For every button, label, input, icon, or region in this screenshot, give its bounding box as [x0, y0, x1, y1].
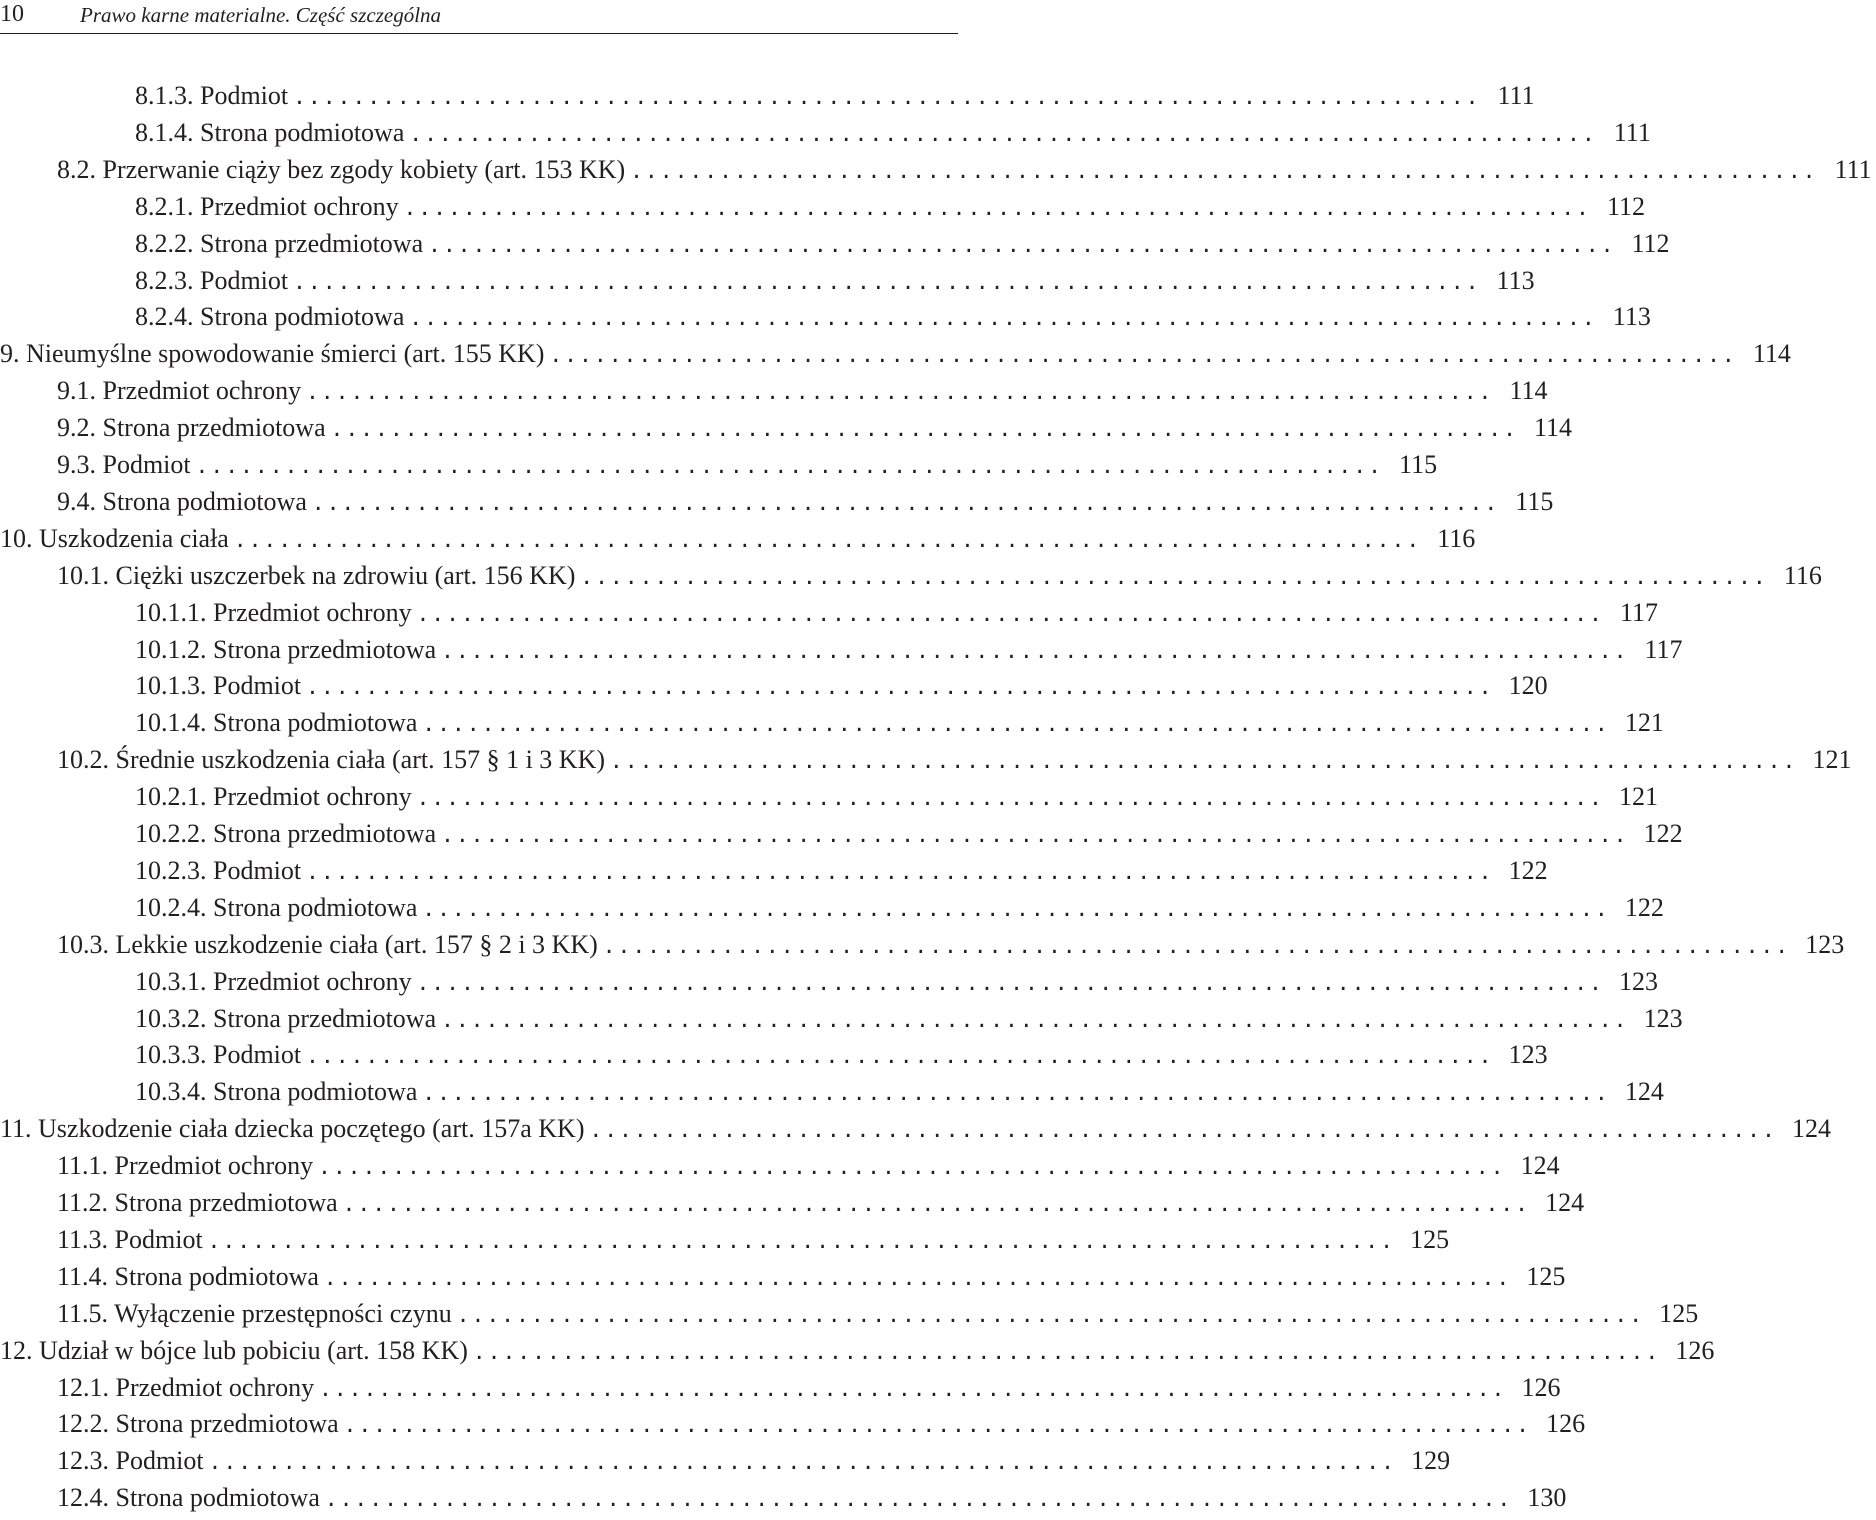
- toc-entry-page: 123: [1805, 929, 1845, 959]
- toc-entry: [57, 1185, 1585, 1221]
- toc-entry-title: 10.3.1. Przedmiot ochrony: [135, 966, 412, 996]
- toc-entry-title: 10.2.3. Podmiot: [135, 855, 302, 885]
- toc-entry-title: 10.2. Średnie uszkodzenia ciała (art. 157 § 1 i 3 KK): [57, 745, 606, 775]
- toc-entry: [135, 1074, 1664, 1110]
- toc-entry: [135, 816, 1683, 852]
- toc-entry-page: 115: [1515, 486, 1554, 516]
- toc-entry-title: 10. Uszkodzenia ciała: [0, 523, 229, 553]
- toc-dot-leader: ................................................................................: [293, 269, 1481, 294]
- toc-entry: [135, 1037, 1548, 1073]
- toc-entry-page: 113: [1612, 302, 1651, 332]
- toc-dot-leader: ................................................................................: [306, 859, 1494, 884]
- toc-entry: [57, 410, 1573, 446]
- toc-dot-leader: ................................................................................: [422, 896, 1610, 921]
- toc-dot-leader: ................................................................................: [441, 1007, 1629, 1032]
- toc-entry: [57, 373, 1548, 409]
- toc-dot-leader: ................................................................................: [441, 638, 1629, 663]
- toc-entry: [57, 484, 1554, 520]
- toc-entry: [57, 742, 1852, 778]
- toc-dot-leader: ................................................................................: [409, 306, 1597, 331]
- toc-dot-leader: ................................................................................: [208, 1450, 1397, 1475]
- toc-entry-title: 10.2.2. Strona przedmiotowa: [135, 819, 437, 848]
- toc-entry: [135, 668, 1548, 704]
- toc-entry-title: 8.2.3. Podmiot: [135, 265, 289, 295]
- toc-entry-page: 130: [1527, 1483, 1567, 1513]
- toc-entry: [135, 632, 1683, 668]
- toc-entry-title: 12.1. Przedmiot ochrony: [57, 1372, 315, 1402]
- toc-entry-title: 11.4. Strona podmiotowa: [57, 1261, 319, 1291]
- toc-entry: [57, 1370, 1561, 1406]
- toc-entry-title: 10.1.3. Podmiot: [135, 671, 302, 701]
- toc-entry: [57, 558, 1822, 594]
- toc-entry-title: 9. Nieumyślne spowodowanie śmierci (art. 155 KK): [0, 339, 545, 369]
- toc-dot-leader: ................................................................................: [233, 527, 1422, 552]
- toc-entry-page: 125: [1526, 1261, 1566, 1291]
- toc-entry: [135, 226, 1670, 262]
- toc-entry: [0, 521, 1476, 557]
- toc-dot-leader: ................................................................................: [416, 970, 1605, 995]
- toc-entry-title: 11.2. Strona przedmiotowa: [57, 1188, 338, 1217]
- toc-entry: [135, 115, 1651, 151]
- toc-entry-page: 112: [1606, 191, 1646, 221]
- toc-entry-title: 12.3. Podmiot: [57, 1446, 204, 1476]
- toc-entry-page: 124: [1624, 1077, 1664, 1107]
- toc-entry: [0, 336, 1791, 372]
- toc-entry-page: 122: [1624, 892, 1664, 922]
- toc-entry: [135, 189, 1646, 225]
- toc-entry-page: 122: [1643, 819, 1683, 848]
- toc-dot-leader: ................................................................................: [610, 749, 1798, 774]
- toc-entry-page: 121: [1812, 745, 1852, 775]
- toc-entry-title: 10.3.2. Strona przedmiotowa: [135, 1003, 437, 1033]
- toc-entry-page: 123: [1619, 966, 1659, 996]
- toc-entry-title: 10.3.3. Podmiot: [135, 1040, 302, 1070]
- toc-entry-page: 121: [1619, 782, 1659, 812]
- toc-entry-title: 11.5. Wyłączenie przestępności czynu: [57, 1298, 452, 1328]
- toc-entry-page: 120: [1508, 671, 1548, 701]
- toc-entry-title: 11.3. Podmiot: [57, 1224, 203, 1254]
- toc-dot-leader: ................................................................................: [195, 454, 1384, 478]
- toc-entry-page: 123: [1643, 1003, 1683, 1033]
- toc-entry-page: 121: [1624, 708, 1664, 738]
- toc-entry: [57, 447, 1438, 483]
- toc-entry-page: 114: [1752, 339, 1791, 369]
- toc-entry-title: 8.2.4. Strona podmiotowa: [135, 302, 405, 332]
- toc-entry-page: 116: [1783, 560, 1822, 590]
- toc-dot-leader: ................................................................................: [416, 786, 1605, 811]
- toc-entry-page: 113: [1496, 265, 1535, 295]
- toc-entry-title: 9.3. Podmiot: [57, 450, 191, 479]
- toc-entry-page: 125: [1659, 1298, 1699, 1328]
- toc-entry: [57, 1296, 1699, 1332]
- toc-dot-leader: ................................................................................: [324, 1487, 1513, 1512]
- toc-dot-leader: ................................................................................: [342, 1192, 1531, 1216]
- toc-dot-leader: ................................................................................: [319, 1376, 1507, 1401]
- toc-entry-title: 8.2.2. Strona przedmiotowa: [135, 228, 424, 258]
- toc-entry: [57, 1406, 1586, 1442]
- toc-entry-title: 8.1.3. Podmiot: [135, 81, 289, 110]
- toc-dot-leader: ................................................................................: [441, 823, 1629, 847]
- toc-entry: [0, 1333, 1715, 1369]
- toc-dot-leader: ................................................................................: [207, 1228, 1396, 1253]
- toc-entry: [135, 779, 1659, 815]
- toc-entry-title: 10.3. Lekkie uszkodzenie ciała (art. 157 § 2 i 3 KK): [57, 929, 598, 959]
- toc-entry: [57, 1259, 1566, 1295]
- toc-entry-title: 12. Udział w bójce lub pobiciu (art. 158 KK): [0, 1335, 468, 1365]
- toc-entry: [135, 890, 1664, 926]
- toc-dot-leader: ................................................................................: [306, 1044, 1494, 1069]
- toc-entry-page: 126: [1546, 1409, 1586, 1439]
- toc-dot-leader: ................................................................................: [580, 564, 1768, 589]
- toc-entry-title: 8.2.1. Przedmiot ochrony: [135, 191, 399, 221]
- toc-dot-leader: ................................................................................: [589, 1118, 1777, 1143]
- toc-entry-page: 117: [1619, 597, 1659, 627]
- running-header: [0, 0, 958, 34]
- toc-entry-title: 10.1. Ciężki uszczerbek na zdrowiu (art. 156 KK): [57, 560, 576, 590]
- toc-entry-title: 11.1. Przedmiot ochrony: [57, 1151, 314, 1181]
- running-title: Prawo karne materialne. Część szczególna: [80, 3, 442, 27]
- toc-entry-page: 124: [1520, 1151, 1560, 1181]
- toc-dot-leader: ................................................................................: [293, 85, 1481, 109]
- toc-entry-title: 12.4. Strona podmiotowa: [57, 1483, 320, 1513]
- toc-entry-page: 116: [1437, 523, 1476, 553]
- toc-entry-page: 114: [1509, 376, 1548, 406]
- toc-entry-title: 12.2. Strona przedmiotowa: [57, 1409, 339, 1439]
- toc-dot-leader: ................................................................................: [409, 121, 1597, 146]
- toc-entry-title: 8.1.4. Strona podmiotowa: [135, 117, 405, 147]
- toc-entry-title: 11. Uszkodzenie ciała dziecka poczętego (art. 157a KK): [0, 1114, 585, 1144]
- toc-entry-page: 114: [1534, 413, 1573, 443]
- toc-entry: [135, 263, 1535, 299]
- toc-entry-page: 111: [1497, 81, 1535, 110]
- toc-entry-page: 126: [1675, 1335, 1715, 1365]
- toc-dot-leader: ................................................................................: [330, 417, 1519, 442]
- toc-entry-page: 124: [1791, 1114, 1831, 1144]
- toc-entry-title: 8.2. Przerwanie ciąży bez zgody kobiety (art. 153 KK): [57, 154, 626, 184]
- toc-entry-page: 123: [1508, 1040, 1548, 1070]
- toc-entry: [0, 1111, 1831, 1147]
- toc-entry: [135, 299, 1651, 335]
- toc-entry-title: 10.1.2. Strona przedmiotowa: [135, 634, 437, 664]
- toc-entry-title: 10.3.4. Strona podmiotowa: [135, 1077, 418, 1107]
- toc-entry: [57, 152, 1872, 188]
- toc-entry-page: 117: [1644, 634, 1683, 664]
- toc-entry: [57, 1148, 1560, 1184]
- toc-dot-leader: ................................................................................: [602, 933, 1791, 958]
- toc-dot-leader: ................................................................................: [416, 601, 1605, 626]
- toc-dot-leader: ................................................................................: [323, 1265, 1512, 1290]
- toc-dot-leader: ................................................................................: [456, 1302, 1645, 1327]
- toc-dot-leader: ................................................................................: [306, 675, 1494, 700]
- toc-entry-page: 122: [1508, 855, 1548, 885]
- toc-entry: [135, 964, 1659, 1000]
- toc-entry-page: 126: [1521, 1372, 1561, 1402]
- toc-dot-leader: ................................................................................: [318, 1155, 1506, 1180]
- toc-entry-title: 10.1.1. Przedmiot ochrony: [135, 597, 412, 627]
- toc-dot-leader: ................................................................................: [343, 1413, 1532, 1438]
- toc-dot-leader: ................................................................................: [630, 158, 1818, 183]
- toc-entry: [57, 927, 1845, 963]
- toc-entry-title: 9.4. Strona podmiotowa: [57, 486, 307, 516]
- toc-entry: [57, 1222, 1450, 1258]
- toc-entry-page: 111: [1834, 154, 1872, 184]
- toc-dot-leader: ................................................................................: [422, 712, 1610, 737]
- toc-entry-page: 111: [1613, 117, 1651, 147]
- toc-dot-leader: ................................................................................: [306, 380, 1494, 405]
- toc-entry-page: 129: [1411, 1446, 1451, 1476]
- toc-entry-page: 115: [1399, 450, 1438, 479]
- page-number: 10: [0, 1, 24, 27]
- toc-entry: [135, 853, 1548, 889]
- toc-entry-page: 112: [1631, 228, 1670, 258]
- toc-dot-leader: ................................................................................: [428, 232, 1616, 257]
- toc-entry: [135, 78, 1535, 114]
- toc-entry-title: 9.2. Strona przedmiotowa: [57, 413, 326, 443]
- toc-entry-title: 10.1.4. Strona podmiotowa: [135, 708, 418, 738]
- toc-entry-title: 9.1. Przedmiot ochrony: [57, 376, 302, 406]
- toc-entry-page: 125: [1410, 1224, 1450, 1254]
- toc-entry-title: 10.2.1. Przedmiot ochrony: [135, 782, 412, 812]
- toc-dot-leader: ................................................................................: [549, 343, 1737, 368]
- toc-entry: [135, 595, 1659, 631]
- toc-entry: [135, 1001, 1683, 1037]
- toc-entry-page: 124: [1545, 1188, 1585, 1217]
- toc-entry: [57, 1480, 1567, 1516]
- toc-dot-leader: ................................................................................: [311, 490, 1500, 515]
- toc-entry: [135, 705, 1664, 741]
- toc-entry: [57, 1443, 1451, 1479]
- toc-dot-leader: ................................................................................: [403, 195, 1592, 220]
- toc-entry-title: 10.2.4. Strona podmiotowa: [135, 892, 418, 922]
- toc-dot-leader: ................................................................................: [422, 1081, 1610, 1106]
- toc-dot-leader: ................................................................................: [472, 1339, 1661, 1364]
